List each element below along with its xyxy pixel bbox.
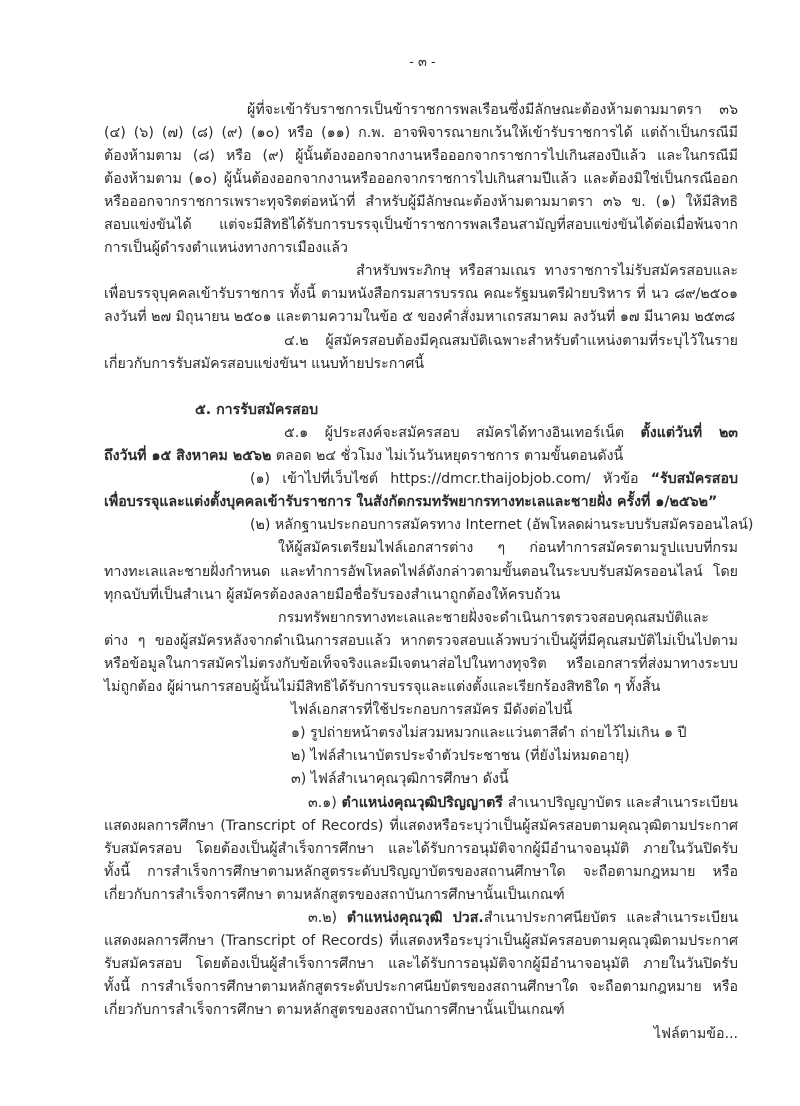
text: ๓.๑) [308, 794, 342, 811]
text-line [247, 99, 738, 122]
text: (๑) เข้าไปที่เว็บไซต์ https://dmcr.thaijobjob.com/ หัวข้อ [250, 471, 651, 488]
text: ต่าง ๆ ของผู้สมัครหลังจากดำเนินการสอบแล้ว หากตรวจสอบแล้วพบว่าเป็นผู้ที่มีคุณสมบัติไม่เป็นไปตาม [104, 632, 738, 649]
bold-text: ๕. การรับสมัครสอบ [195, 401, 319, 418]
text-line [104, 191, 738, 214]
text: การเป็นผู้ดำรงตำแหน่งทางการเมืองแล้ว [104, 240, 348, 257]
text: ต้องห้ามตาม (๑๐) ผู้นั้นต้องออกจากงานหรือออกจากราชการไปเกินสามปีแล้ว และต้องมิใช่เป็นกรณีออก [104, 170, 738, 187]
text-line [104, 237, 738, 260]
text-line [104, 145, 738, 168]
text-line [104, 815, 738, 838]
text-line [250, 468, 738, 491]
text: แสดงผลการศึกษา (Transcript of Records) ที่แสดงหรือระบุว่าเป็นผู้สมัครสอบตามคุณวุฒิตามประกาศ [104, 817, 738, 834]
text: สอบแข่งขันได้ แต่จะมีสิทธิได้รับการบรรจุเป็นข้าราชการพลเรือนสามัญที่สอบแข่งขันได้ต่อเมื่อพ้นจาก [104, 217, 738, 233]
text-line [104, 953, 738, 976]
text: ๓.๒) [308, 910, 347, 926]
text-line [104, 884, 738, 907]
bold-text: “รับสมัครสอบ [650, 471, 738, 488]
text-line [104, 561, 738, 584]
page-number: - ๓ - [409, 55, 436, 70]
text: เกี่ยวกับการรับสมัครสอบแข่งขันฯ แนบท้ายประกาศนี้ [104, 355, 425, 372]
text: สำเนาปริญญาบัตร และสำเนาระเบียน [502, 794, 738, 811]
bold-text: เพื่อบรรจุและแต่งตั้งบุคคลเข้ารับราชการ ในสังกัดกรมทรัพยากรทางทะเลและชายฝั่ง ครั้งที่ ๑/๒๕๖๒” [104, 494, 718, 511]
text-line [104, 999, 738, 1022]
text-line [284, 330, 738, 353]
text-line [278, 537, 738, 560]
text-line [104, 283, 738, 306]
text: แสดงผลการศึกษา (Transcript of Records) ที่แสดงหรือระบุว่าเป็นผู้สมัครสอบตามคุณวุฒิตามประกาศ [104, 933, 738, 950]
text: ทางทะเลและชายฝั่งกำหนด และทำการอัพโหลดไฟล์ดังกล่าวตามขั้นตอนในระบบรับสมัครออนไลน์ โดย [104, 563, 738, 580]
text-line [284, 422, 738, 445]
text-line [104, 630, 738, 653]
bold-text: ตำแหน่งคุณวุฒิ ปวส. [346, 910, 484, 926]
text-line [104, 584, 738, 607]
text-line [104, 491, 738, 514]
text-line [104, 353, 738, 376]
section-heading [195, 399, 738, 422]
text-line [104, 445, 738, 468]
text-line [104, 214, 738, 237]
text: ลงวันที่ ๒๗ มิถุนายน ๒๕๐๑ และตามความในข้อ ๕ ของคำสั่งมหาเถรสมาคม ลงวันที่ ๑๗ มีนาคม ๒๕๓๘ [104, 309, 736, 326]
text: ๔.๒ ผู้สมัครสอบต้องมีคุณสมบัติเฉพาะสำหรับตำแหน่งตามที่ระบุไว้ในราย [284, 332, 738, 349]
text: ๒) ไฟล์สำเนาบัตรประจำตัวประชาชน (ที่ยังไม่หมดอายุ) [291, 748, 630, 765]
text-line [104, 930, 738, 953]
text-line [104, 861, 738, 884]
text: กรมทรัพยากรทางทะเลและชายฝั่งจะดำเนินการตรวจสอบคุณสมบัติและ [278, 609, 709, 626]
text-line [104, 306, 738, 329]
text-line [104, 838, 738, 861]
text: (๒) หลักฐานประกอบการสมัครทาง Internet (อัพโหลดผ่านระบบรับสมัครออนไลน์) [250, 517, 754, 534]
text-line [250, 514, 754, 537]
text-line [291, 699, 738, 722]
text-line [104, 122, 738, 145]
text: ทั้งนี้ การสำเร็จการศึกษาตามหลักสูตรระดับประกาศนียบัตรของสถานศึกษาใด จะถือตามกฎหมาย หรือ [104, 979, 738, 996]
text-line [291, 768, 738, 791]
text: ไม่ถูกต้อง ผู้ผ่านการสอบผู้นั้นไม่มีสิทธิได้รับการบรรจุและแต่งตั้งและเรียกร้องสิทธิใด ๆ ทั้งสิ้น [104, 679, 661, 695]
text-line [291, 722, 738, 745]
text: ตลอด ๒๔ ชั่วโมง ไม่เว้นวันหยุดราชการ ตามขั้นตอนดังนี้ [271, 448, 624, 464]
text-line [104, 676, 738, 699]
text-line [104, 653, 738, 676]
text: หรือข้อมูลในการสมัครไม่ตรงกับข้อเท็จจริงและมีเจตนาส่อไปในทางทุจริต หรือเอกสารที่ส่งมาทางระบบ [104, 655, 738, 672]
bold-text: ตั้งแต่วันที่ ๒๓ [640, 424, 738, 441]
text-line [104, 1023, 738, 1046]
bold-text: ถึงวันที่ ๑๕ สิงหาคม ๒๕๖๒ [104, 448, 272, 464]
text: ผู้ที่จะเข้ารับราชการเป็นข้าราชการพลเรือนซึ่งมีลักษณะต้องห้ามตามมาตรา ๓๖ [247, 101, 738, 118]
text-line [308, 792, 738, 815]
text: ๓) ไฟล์สำเนาคุณวุฒิการศึกษา ดังนี้ [291, 771, 509, 788]
text: ทั้งนี้ การสำเร็จการศึกษาตามหลักสูตรระดับปริญญาบัตรของสถานศึกษาใด จะถือตามกฎหมาย หรือ [104, 863, 738, 880]
text-line [308, 907, 738, 930]
text-line [278, 607, 738, 630]
text: รับสมัครสอบ โดยต้องเป็นผู้สำเร็จการศึกษา และได้รับการอนุมัติจากผู้มีอำนาจอนุมัติ ภายในวันปิดรับ [104, 956, 738, 973]
text: เกี่ยวกับการสำเร็จการศึกษา ตามหลักสูตรของสถาบันการศึกษานั้นเป็นเกณฑ์ [104, 1002, 565, 1019]
text-line [356, 260, 738, 283]
text: เกี่ยวกับการสำเร็จการศึกษา ตามหลักสูตรของสถาบันการศึกษานั้นเป็นเกณฑ์ [104, 886, 565, 903]
text: ๑) รูปถ่ายหน้าตรงไม่สวมหมวกและแว่นตาสีดำ ถ่ายไว้ไม่เกิน ๑ ปี [291, 725, 687, 742]
text: ไฟล์ตามข้อ... [653, 1025, 738, 1042]
text: เพื่อบรรจุบุคคลเข้ารับราชการ ทั้งนี้ ตามหนังสือกรมสารบรรณ คณะรัฐมนตรีฝ่ายบริหาร ที่ นว ๘๙/๒๕๐๑ [104, 286, 738, 303]
text-line [291, 745, 738, 768]
text: ไฟล์เอกสารที่ใช้ประกอบการสมัคร มีดังต่อไปนี้ [291, 702, 573, 719]
text: ให้ผู้สมัครเตรียมไฟล์เอกสารต่าง ๆ ก่อนทำการสมัครตามรูปแบบที่กรม [278, 540, 738, 557]
text: หรือออกจากราชการเพราะทุจริตต่อหน้าที่ สำหรับผู้มีลักษณะต้องห้ามตามมาตรา ๓๖ ข. (๑) ให้มีสิทธิ [104, 193, 738, 210]
bold-text: ตำแหน่งคุณวุฒิปริญญาตรี [341, 794, 503, 811]
text: รับสมัครสอบ โดยต้องเป็นผู้สำเร็จการศึกษา และได้รับการอนุมัติจากผู้มีอำนาจอนุมัติ ภายในวันปิดรับ [104, 840, 738, 857]
text: ต้องห้ามตาม (๘) หรือ (๙) ผู้นั้นต้องออกจากงานหรือออกจากราชการไปเกินสองปีแล้ว และในกรณีมี [104, 147, 738, 164]
text: ๕.๑ ผู้ประสงค์จะสมัครสอบ สมัครได้ทางอินเทอร์เน็ต [284, 424, 641, 441]
text: (๔) (๖) (๗) (๘) (๙) (๑๐) หรือ (๑๑) ก.พ. อาจพิจารณายกเว้นให้เข้ารับราชการได้ แต่ถ้าเป็นกรณีมี [104, 124, 738, 141]
text-line [104, 976, 738, 999]
text: ทุกฉบับที่เป็นสำเนา ผู้สมัครต้องลงลายมือชื่อรับรองสำเนาถูกต้องให้ครบถ้วน [104, 586, 561, 603]
text: สำหรับพระภิกษุ หรือสามเณร ทางราชการไม่รับสมัครสอบและ [356, 263, 738, 280]
text: สำเนาประกาศนียบัตร และสำเนาระเบียน [483, 910, 738, 926]
text-line [104, 168, 738, 191]
